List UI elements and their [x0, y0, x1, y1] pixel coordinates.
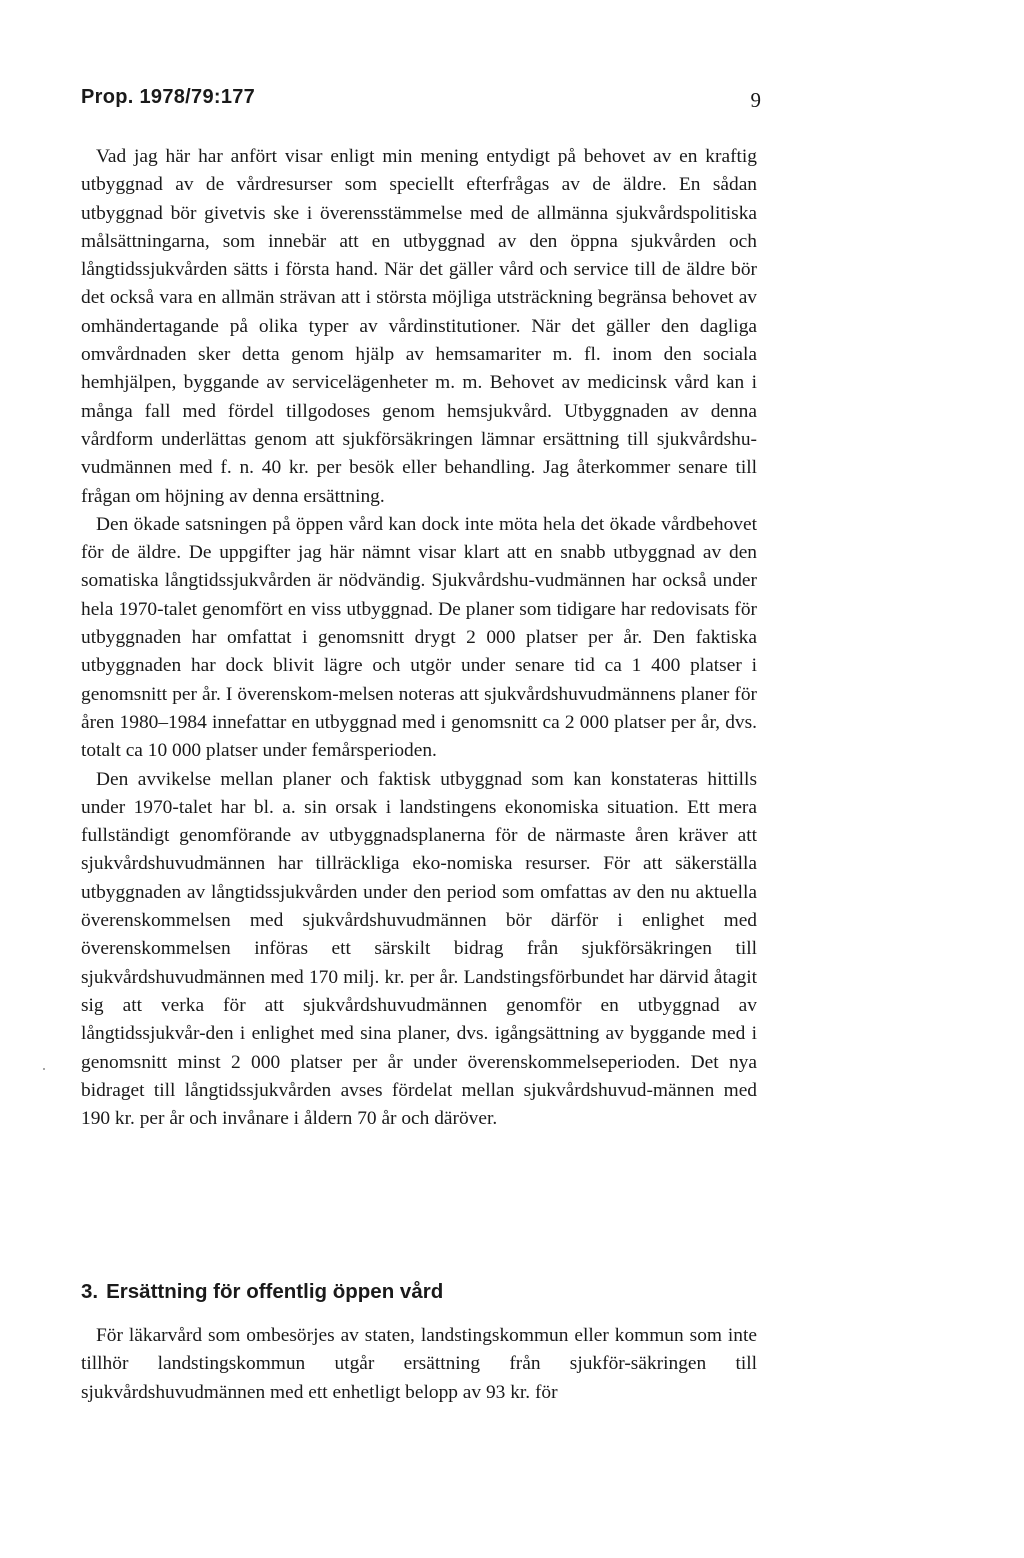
section-number: 3. [81, 1280, 99, 1303]
section-paragraph: För läkarvård som ombesörjes av staten, landstingskommun eller kommun som inte tillhör landstingskommun utgår ersättning från sjukför-säkringen till sjukvårdshuvudmännen med ett enhetligt belopp av 93 kr. för [81, 1325, 757, 1403]
section-title: Ersättning för offentlig öppen vård [106, 1280, 444, 1303]
section-heading [81, 1280, 757, 1304]
page-header [81, 86, 761, 116]
paragraph-3: Den avvikelse mellan planer och faktisk utbyggnad som kan konstateras hittills under 1970-talet har bl. a. sin orsak i landstingens ekonomiska situation. Ett mera fullständigt genomförande av utbyggnadsplanerna för de närmaste åren kräver att sjukvårdshuvudmännen har tillräckliga eko-nomiska resurser. För att säkerställa utbyggnaden av långtidssjukvården under den period som omfattas av den nu aktuella överenskommelsen med sjukvårdshuvudmännen bör därför i enlighet med överenskommelsen införas ett särskilt bidrag från sjukförsäkringen till sjukvårdshuvudmännen med 170 milj. kr. per år. Landstingsförbundet har därvid åtagit sig att verka för att sjukvårdshuvudmännen genomför en utbyggnad av långtidssjukvår-den i enlighet med sina planer, dvs. igångsättning av byggande med i genomsnitt minst 2 000 platser per år under överenskommelseperioden. Det nya bidraget till långtidssjukvården avses fördelat mellan sjukvårdshuvud-männen med 190 kr. per år och invånare i åldern 70 år och däröver. [81, 768, 757, 1130]
scan-speck [43, 1068, 45, 1070]
body-text [81, 143, 757, 1133]
paragraph-2: Den ökade satsningen på öppen vård kan dock inte möta hela det ökade vårdbehovet för de äldre. De uppgifter jag här nämnt visar klart att en snabb utbyggnad av den somatiska långtidssjukvården är nödvändig. Sjukvårdshu-vudmännen har också under hela 1970-talet genomfört en viss utbyggnad. De planer som tidigare har redovisats för utbyggnaden har omfattat i genomsnitt drygt 2 000 platser per år. Den faktiska utbyggnaden har dock blivit lägre och utgör under senare tid ca 1 400 platser i genomsnitt per år. I överenskom-melsen noteras att sjukvårdshuvudmännens planer för åren 1980–1984 innefattar en utbyggnad med i genomsnitt ca 2 000 platser per år, dvs. totalt ca 10 000 platser under femårsperioden. [81, 513, 757, 762]
publication-reference: Prop. 1978/79:177 [81, 86, 256, 108]
paragraph-1: Vad jag här har anfört visar enligt min mening entydigt på behovet av en kraftig utbyggnad av de vårdresurser som speciellt efterfrågas av de äldre. En sådan utbyggnad bör givetvis ske i överensstämmelse med de allmänna sjukvårdspolitiska målsättningarna, som innebär att en utbyggnad av den öppna sjukvården och långtidssjukvården sätts i första hand. När det gäller vård och service till de äldre bör det också vara en allmän strävan att i största möjliga utsträckning begränsa behovet av omhändertagande på olika typer av vårdinstitutioner. När det gäller den dagliga omvårdnaden sker detta genom hjälp av hemsamariter m. fl. inom den sociala hemhjälpen, byggande av servicelägenheter m. m. Behovet av medicinsk vård kan i många fall med fördel tillgodoses genom hemsjukvård. Utbyggnaden av denna vårdform underlättas genom att sjukförsäkringen lämnar ersättning till sjukvårdshu-vudmännen med f. n. 40 kr. per besök eller behandling. Jag återkommer senare till frågan om höjning av denna ersättning. [81, 146, 757, 507]
section-body [81, 1322, 757, 1407]
page-number: 9 [750, 88, 761, 112]
